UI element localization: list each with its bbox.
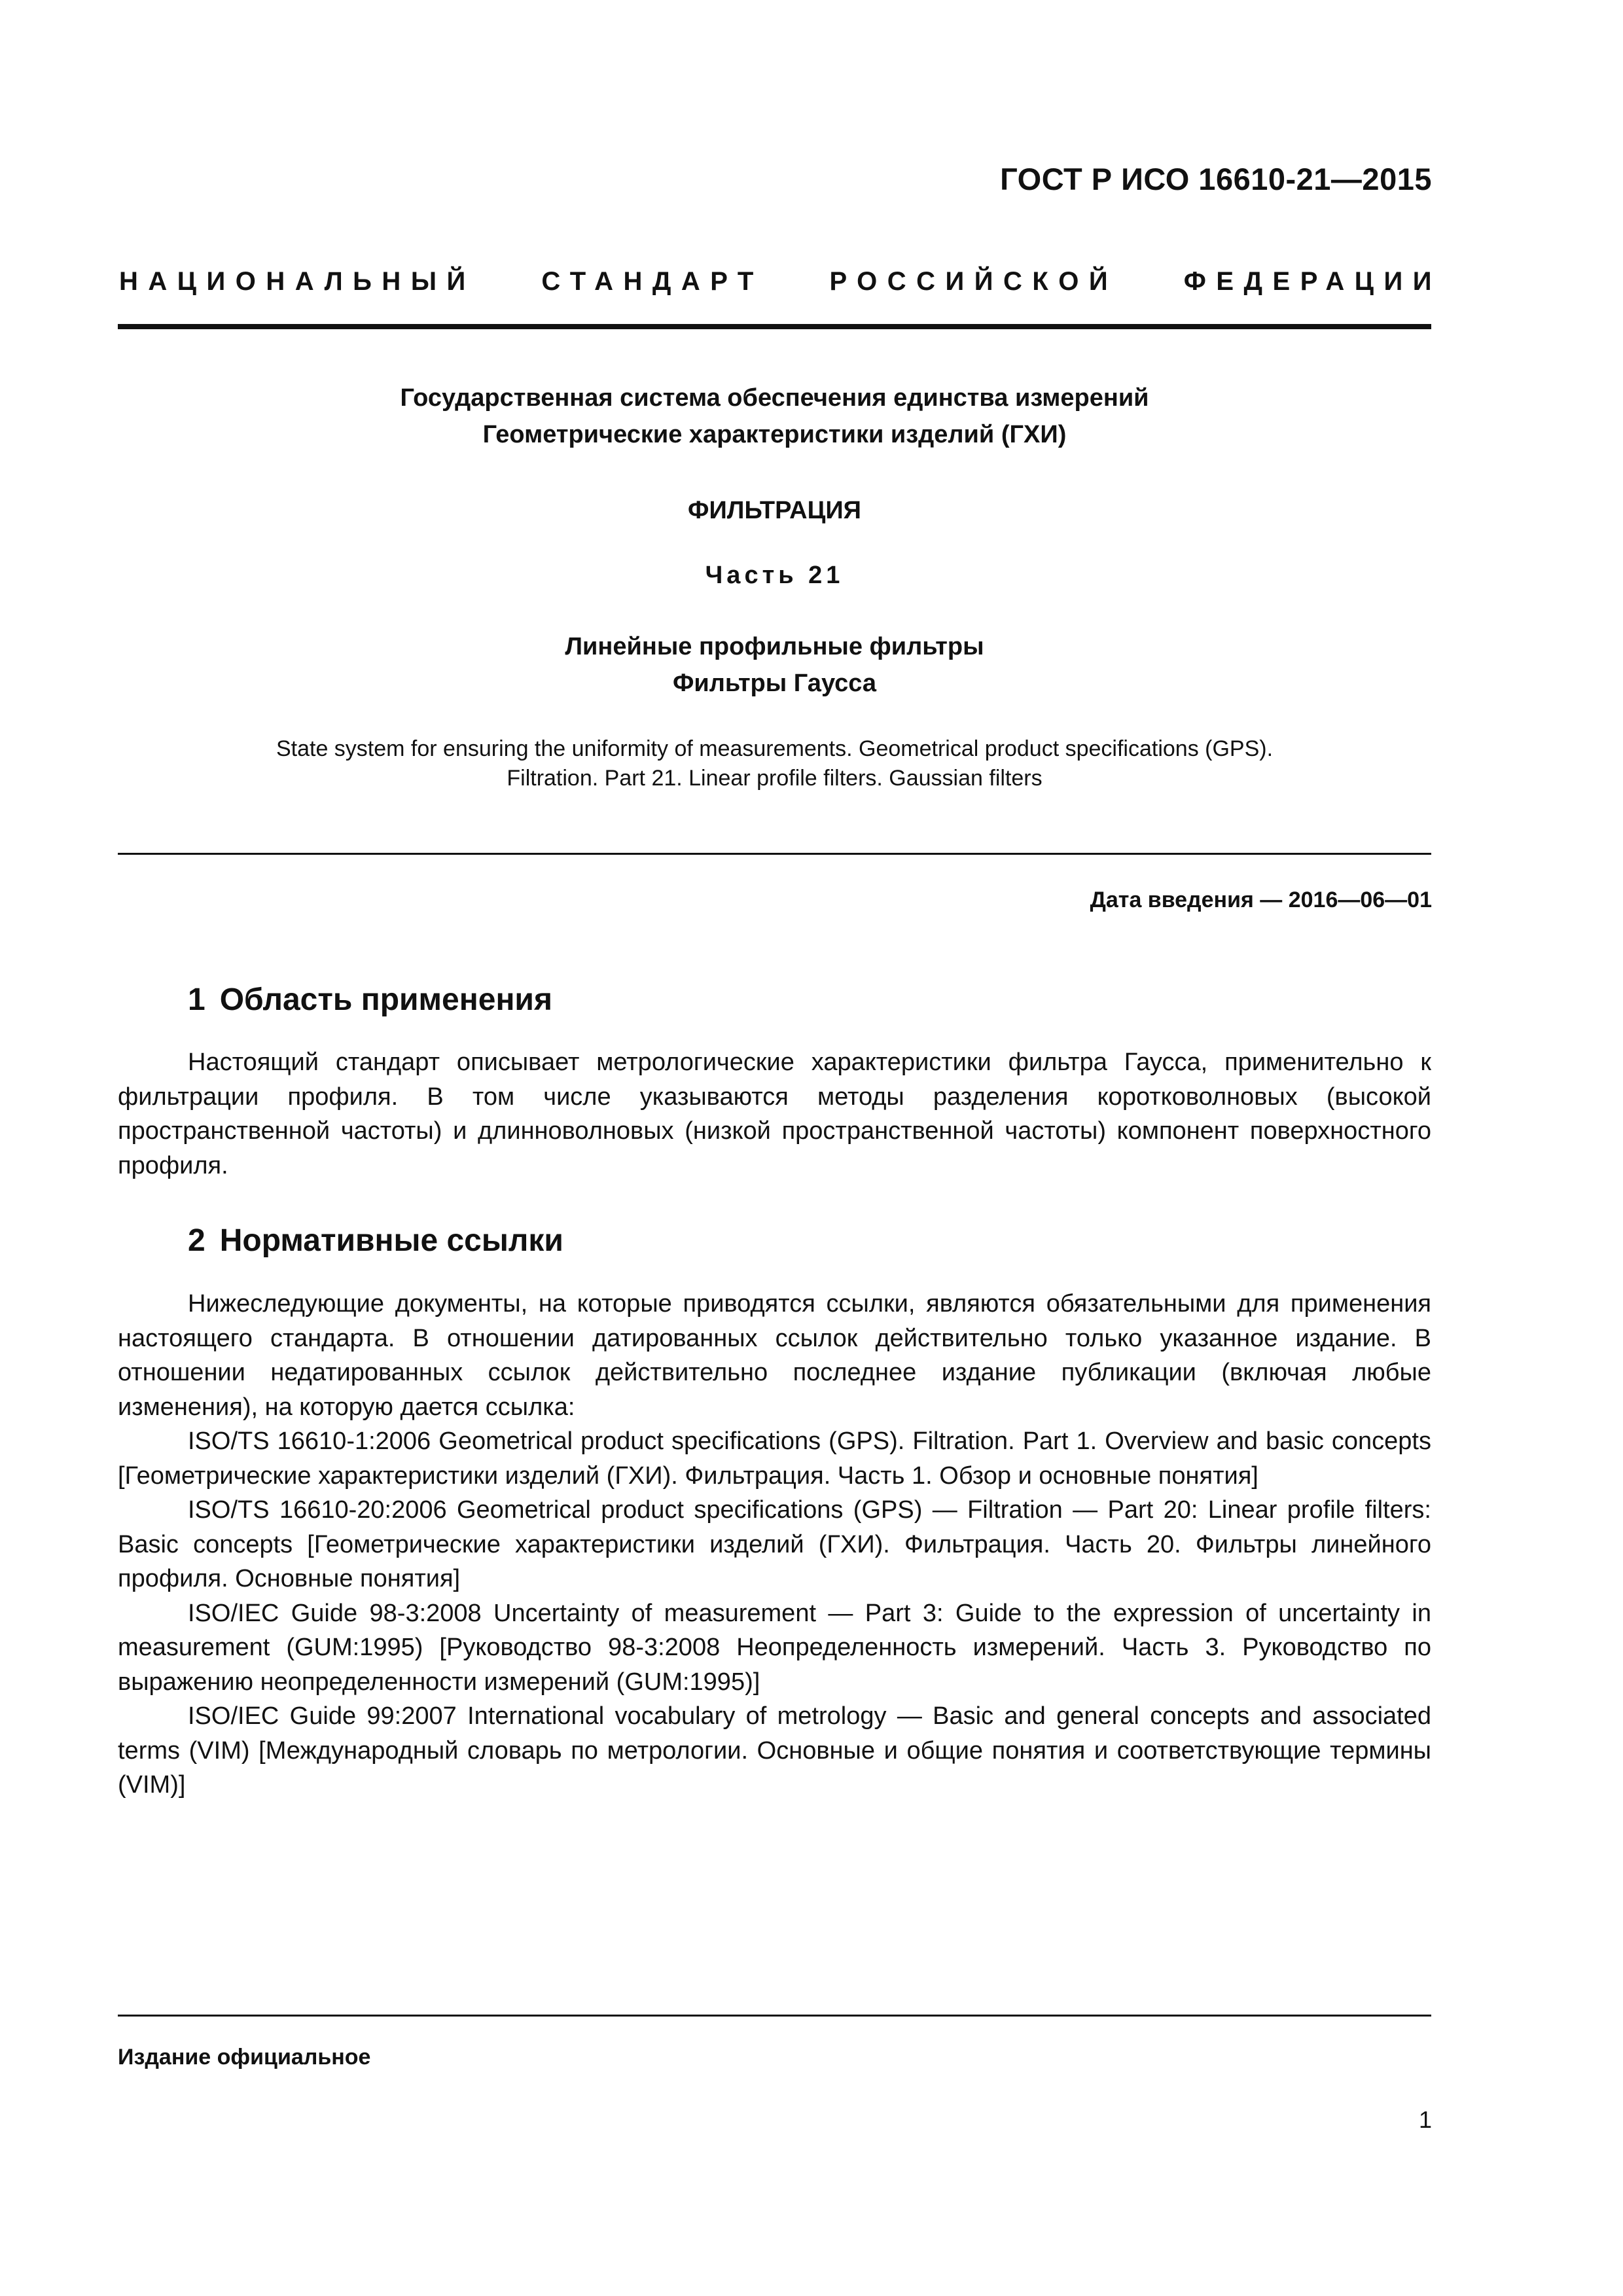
reference-iso-iec-guide-99: ISO/IEC Guide 99:2007 International vocabulary of metrology — Basic and general concepts and associated terms (VIM) [Международный словарь по метрологии. Основные и общие понятия и соответствующие термины (VIM)] (118, 1702, 1431, 1799)
title-filtration: ФИЛЬТРАЦИЯ (688, 497, 861, 524)
banner-word-national: НАЦИОНАЛЬНЫЙ (119, 267, 476, 296)
section-2-heading (188, 1223, 563, 1259)
section-2-title: Нормативные ссылки (219, 1223, 563, 1258)
footer-rule (118, 2015, 1431, 2017)
title-line-2: Геометрические характеристики изделий (ГХИ) (482, 421, 1067, 448)
reference-iso-ts-16610-1: ISO/TS 16610-1:2006 Geometrical product specifications (GPS). Filtration. Part 1. Overview and basic concepts [Геометрические характеристики изделий (ГХИ). Фильтрация. Часть 1. Обзор и основные понятия] (118, 1427, 1431, 1490)
english-title-line-2: Filtration. Part 21. Linear profile filters. Gaussian filters (507, 766, 1043, 791)
title-block (118, 380, 1431, 453)
section-2-paragraph-intro: Нижеследующие документы, на которые приводятся ссылки, являются обязательными для применения настоящего стандарта. В отношении датированных ссылок действительно только указанное издание. В отношении недатированных ссылок действительно последнее издание публикации (включая любые изменения), на которую дается ссылка: (118, 1290, 1431, 1421)
official-edition-label: Издание официальное (118, 2045, 371, 2070)
section-2-body (118, 1287, 1431, 1803)
english-title-block (118, 734, 1431, 793)
section-1-paragraph: Настоящий стандарт описывает метрологические характеристики фильтра Гаусса, применительно к фильтрации профиля. В том числе указываются методы разделения коротковолновых (высокой пространственной частоты) и длинноволновых (низкой пространственной частоты) компонент поверхностного профиля. (118, 1049, 1431, 1179)
section-1-number: 1 (188, 982, 205, 1017)
section-2-number: 2 (188, 1223, 205, 1258)
title-part: Часть 21 (705, 562, 844, 589)
section-1-title: Область применения (219, 982, 552, 1017)
document-code: ГОСТ Р ИСО 16610-21—2015 (1000, 162, 1432, 196)
page-number: 1 (1418, 2106, 1432, 2133)
title-rule (118, 853, 1431, 855)
subtitle-line-1: Линейные профильные фильтры (565, 633, 984, 660)
title-line-1: Государственная система обеспечения единства измерений (400, 384, 1149, 412)
header-rule (118, 324, 1431, 329)
section-1-heading (188, 982, 552, 1018)
subtitle-block (118, 628, 1431, 702)
introduction-date: Дата введения — 2016—06—01 (1090, 888, 1432, 912)
banner-word-federation: ФЕДЕРАЦИИ (1183, 267, 1442, 296)
section-1-body (118, 1045, 1431, 1183)
subtitle-line-2: Фильтры Гаусса (672, 670, 876, 697)
banner-word-russian: РОССИЙСКОЙ (829, 267, 1118, 296)
english-title-line-1: State system for ensuring the uniformity of measurements. Geometrical product specifications (GPS). (276, 736, 1274, 761)
reference-iso-ts-16610-20: ISO/TS 16610-20:2006 Geometrical product specifications (GPS) — Filtration — Part 20: Linear profile filters: Basic concepts [Геометрические характеристики изделий (ГХИ). Фильтрация. Часть 20. Фильтры линейного профиля. Основные понятия] (118, 1496, 1431, 1592)
reference-iso-iec-guide-98-3: ISO/IEC Guide 98-3:2008 Uncertainty of measurement — Part 3: Guide to the expression of uncertainty in measurement (GUM:1995) [Руководство 98-3:2008 Неопределенность измерений. Часть 3. Руководство по выражению неопределенности измерений (GUM:1995)] (118, 1599, 1431, 1696)
national-standard-banner (119, 267, 1442, 296)
banner-word-standard: СТАНДАРТ (541, 267, 764, 296)
